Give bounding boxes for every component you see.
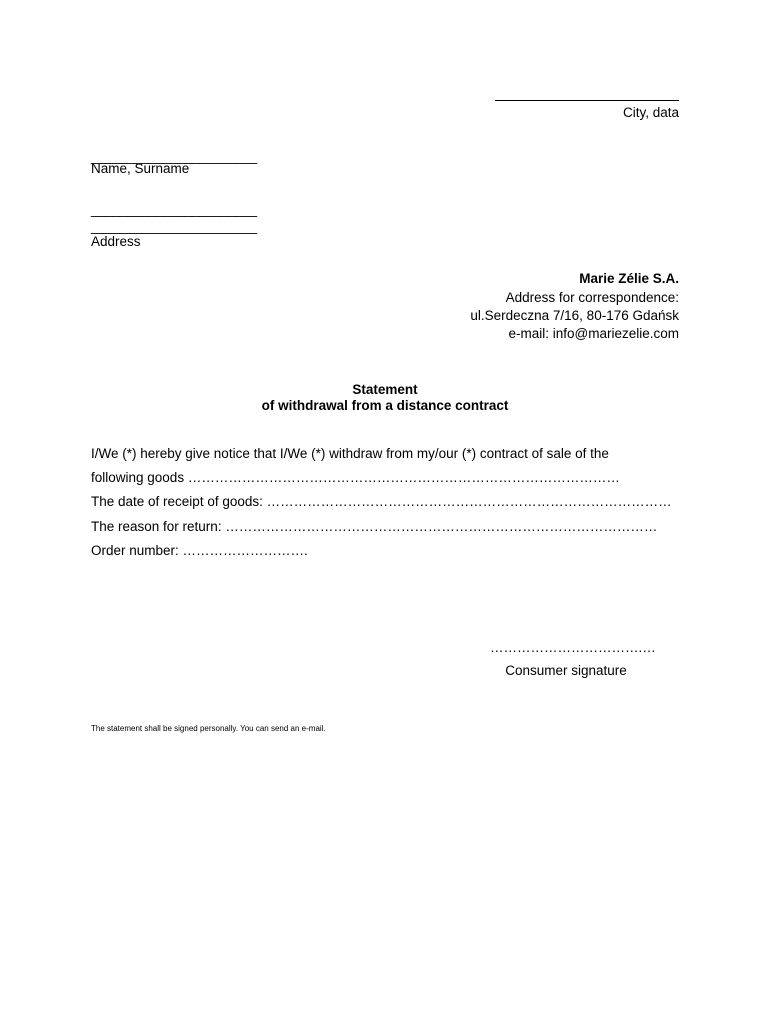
address-blank-line-1: _______________________ <box>91 202 257 217</box>
body-receipt-date-line: The date of receipt of goods: ……………………………………………………………………………… <box>91 494 672 509</box>
name-blank-line: _______________________ <box>91 149 257 164</box>
name-surname-label: Name, Surname <box>91 161 190 176</box>
body-order-number-line: Order number: ………………………. <box>91 543 308 558</box>
city-date-label: City, data <box>622 105 679 120</box>
recipient-email: e-mail: info@mariezelie.com <box>508 326 679 341</box>
recipient-company-name: Marie Zélie S.A. <box>579 271 679 286</box>
statement-subtitle: of withdrawal from a distance contract <box>261 398 509 413</box>
statement-title: Statement <box>352 382 418 397</box>
body-notice-line: I/We (*) hereby give notice that I/We (*) withdraw from my/our (*) contract of sale of the <box>91 446 609 461</box>
footnote: The statement shall be signed personally. You can send an e-mail. <box>91 724 326 733</box>
signature-dotted-line: …………………………….… <box>490 640 656 655</box>
address-blank-line-2: _______________________ <box>91 219 257 234</box>
body-return-reason-line: The reason for return: …………………………………………………………………………………… <box>91 519 658 534</box>
city-date-line <box>495 90 679 101</box>
address-label: Address <box>91 234 141 249</box>
recipient-correspondence-label: Address for correspondence: <box>505 290 679 305</box>
body-goods-line: following goods …………………………………………………………………………………… <box>91 470 620 485</box>
consumer-signature-label: Consumer signature <box>505 663 627 678</box>
recipient-street-address: ul.Serdeczna 7/16, 80-176 Gdańsk <box>470 308 679 323</box>
